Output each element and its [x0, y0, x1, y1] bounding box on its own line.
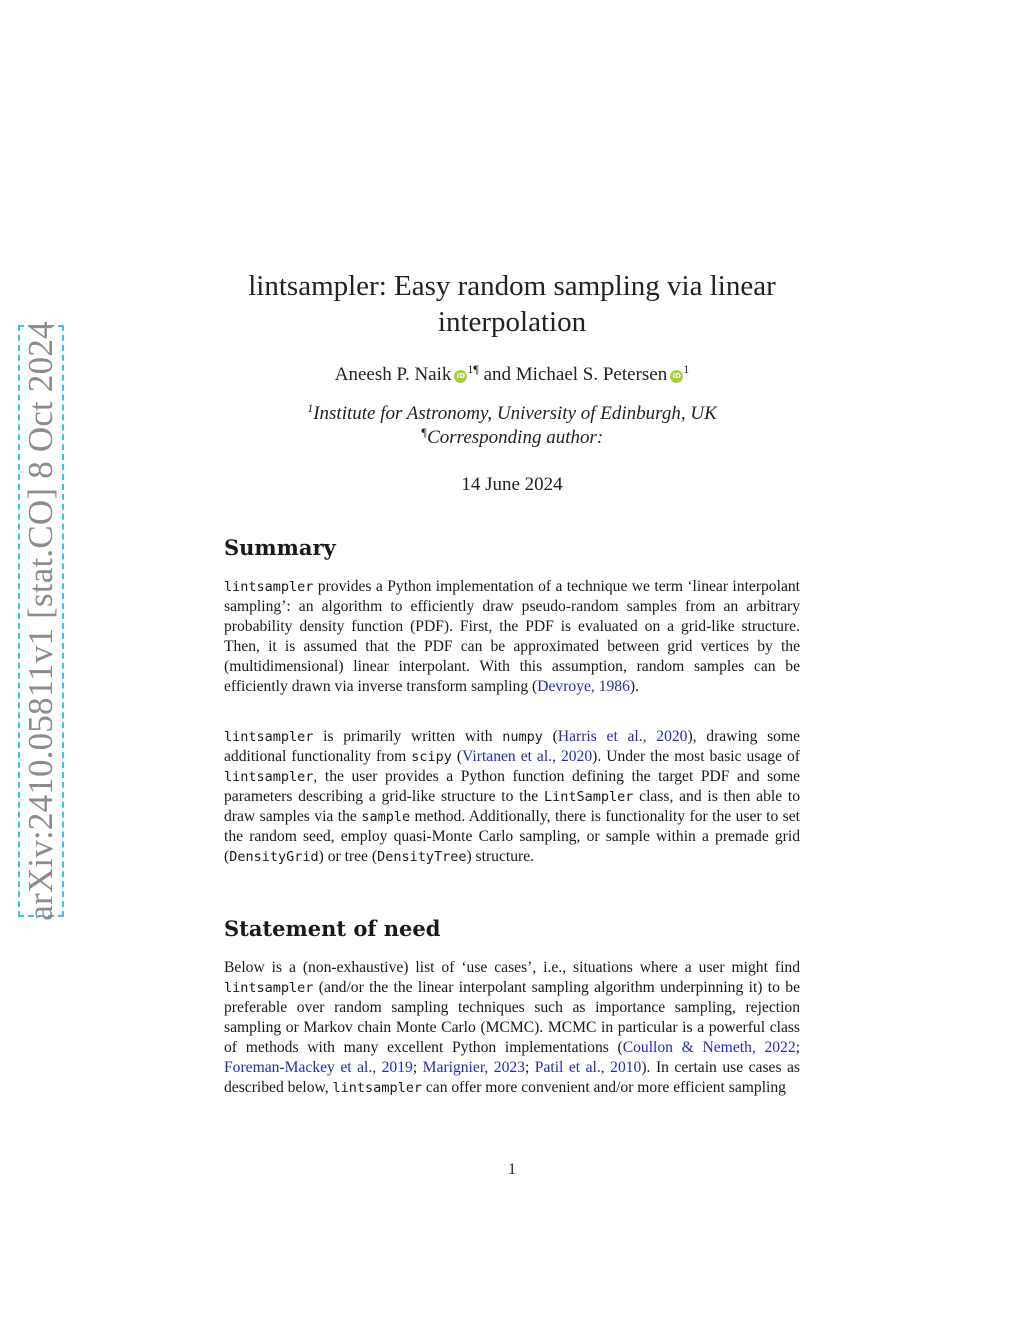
affiliation-1-mark: 1 [307, 401, 314, 415]
author-name-2: Michael S. Petersen [515, 364, 668, 385]
text-run: is primarily written with [313, 728, 503, 745]
section-heading-statement-of-need: Statement of need [224, 916, 441, 941]
text-run: class, and is then able to draw samples via the [224, 788, 801, 825]
text-run: (and/or the the linear interpolant sampling algorithm underpinning it) to be preferable over random sampling techniques such as importance sampling, rejection sampling or Markov chain Monte Carlo (MCMC). MCMC in particular is a powerful class of methods with many excellent Python implementations ( [224, 979, 800, 1056]
author-1-marks: 1¶ [467, 362, 479, 376]
arxiv-identifier-text: arXiv:2410.05811v1 [stat.CO] 8 Oct 2024 [21, 321, 60, 921]
text-run: ) structure. [466, 848, 535, 865]
text-run: Below is a (non-exhaustive) list of ‘use cases’, i.e., situations where a user might find [224, 959, 800, 976]
text-run: , the user provides a Python function defining the target PDF and some parameters describing a grid-like structure to the [224, 768, 800, 805]
citation-link[interactable]: Devroye, 1986 [537, 678, 630, 695]
code-lintsampler: lintsampler [224, 769, 314, 785]
text-run: ( [542, 728, 558, 745]
page-number: 1 [508, 1161, 516, 1178]
text-run: ) or tree ( [318, 848, 378, 865]
text-run: ( [451, 748, 463, 765]
text-run: can offer more convenient and/or more efficient sampling [421, 1079, 786, 1096]
author-name-1: Aneesh P. Naik [334, 364, 452, 385]
summary-paragraph-2 [224, 727, 800, 867]
statement-paragraph-1 [224, 958, 800, 1098]
code-numpy: numpy [502, 729, 543, 745]
text-run: method. Additionally, there is functionality for the user to set the random seed, employ quasi-Monte Carlo sampling, or sample within a premade grid ( [224, 808, 801, 865]
text-run: ). In certain use cases as described below, [224, 1059, 800, 1096]
author-conjunction: and [483, 364, 512, 385]
orcid-icon[interactable]: iD [454, 370, 467, 383]
text-run: ; [524, 1059, 535, 1076]
citation-link[interactable]: Coullon & Nemeth, 2022 [622, 1039, 796, 1056]
paper-title: lintsampler: Easy random sampling via linear interpolation [248, 270, 776, 338]
affiliation-1 [224, 402, 800, 426]
citation-link[interactable]: Virtanen et al., 2020 [462, 748, 593, 765]
code-scipy: scipy [411, 749, 452, 765]
code-lintsampler: lintsampler [224, 579, 314, 595]
code-densitytree: DensityTree [377, 849, 467, 865]
text-run: ). Under the most basic usage of [592, 748, 800, 765]
citation-link[interactable]: Patil et al., 2010 [534, 1059, 642, 1076]
text-run: provides a Python implementation of a technique we term ‘linear interpolant sampling’: an algorithm to efficiently draw pseudo-random samples from an arbitrary probability density function (PDF). First, the PDF is evaluated on a grid-like structure. Then, it is assumed that the PDF can be approximated between grid vertices by the (multidimensional) linear interpolant. With this assumption, random samples can be efficiently drawn via inverse transform sampling ( [224, 578, 800, 695]
citation-link[interactable]: Marignier, 2023 [422, 1059, 525, 1076]
citation-link[interactable]: Harris et al., 2020 [557, 728, 688, 745]
text-run: ). [629, 678, 639, 695]
corresponding-mark: ¶ [420, 425, 428, 439]
text-run: ; [795, 1039, 800, 1056]
section-heading-summary: Summary [224, 535, 336, 560]
affiliation-1-text: Institute for Astronomy, University of Edinburgh, UK [313, 403, 717, 424]
affiliations [224, 402, 800, 450]
code-sample-method: sample [361, 809, 411, 825]
summary-paragraph-1 [224, 577, 800, 697]
author-2-marks: 1 [683, 362, 690, 376]
text-run: ; [412, 1059, 423, 1076]
code-lintsampler-class: LintSampler [544, 789, 634, 805]
orcid-icon[interactable]: iD [670, 370, 683, 383]
text-run: ), drawing some additional functionality from [224, 728, 801, 765]
corresponding-text: Corresponding author: [427, 427, 604, 448]
citation-link[interactable]: Foreman-Mackey et al., 2019 [224, 1059, 413, 1076]
code-lintsampler: lintsampler [332, 1080, 422, 1096]
corresponding-author-note [224, 426, 800, 450]
code-lintsampler: lintsampler [224, 729, 314, 745]
code-lintsampler: lintsampler [224, 980, 314, 996]
arxiv-identifier-stamp [18, 321, 64, 921]
code-densitygrid: DensityGrid [229, 849, 319, 865]
author-line [224, 363, 800, 387]
publication-date: 14 June 2024 [461, 474, 563, 495]
